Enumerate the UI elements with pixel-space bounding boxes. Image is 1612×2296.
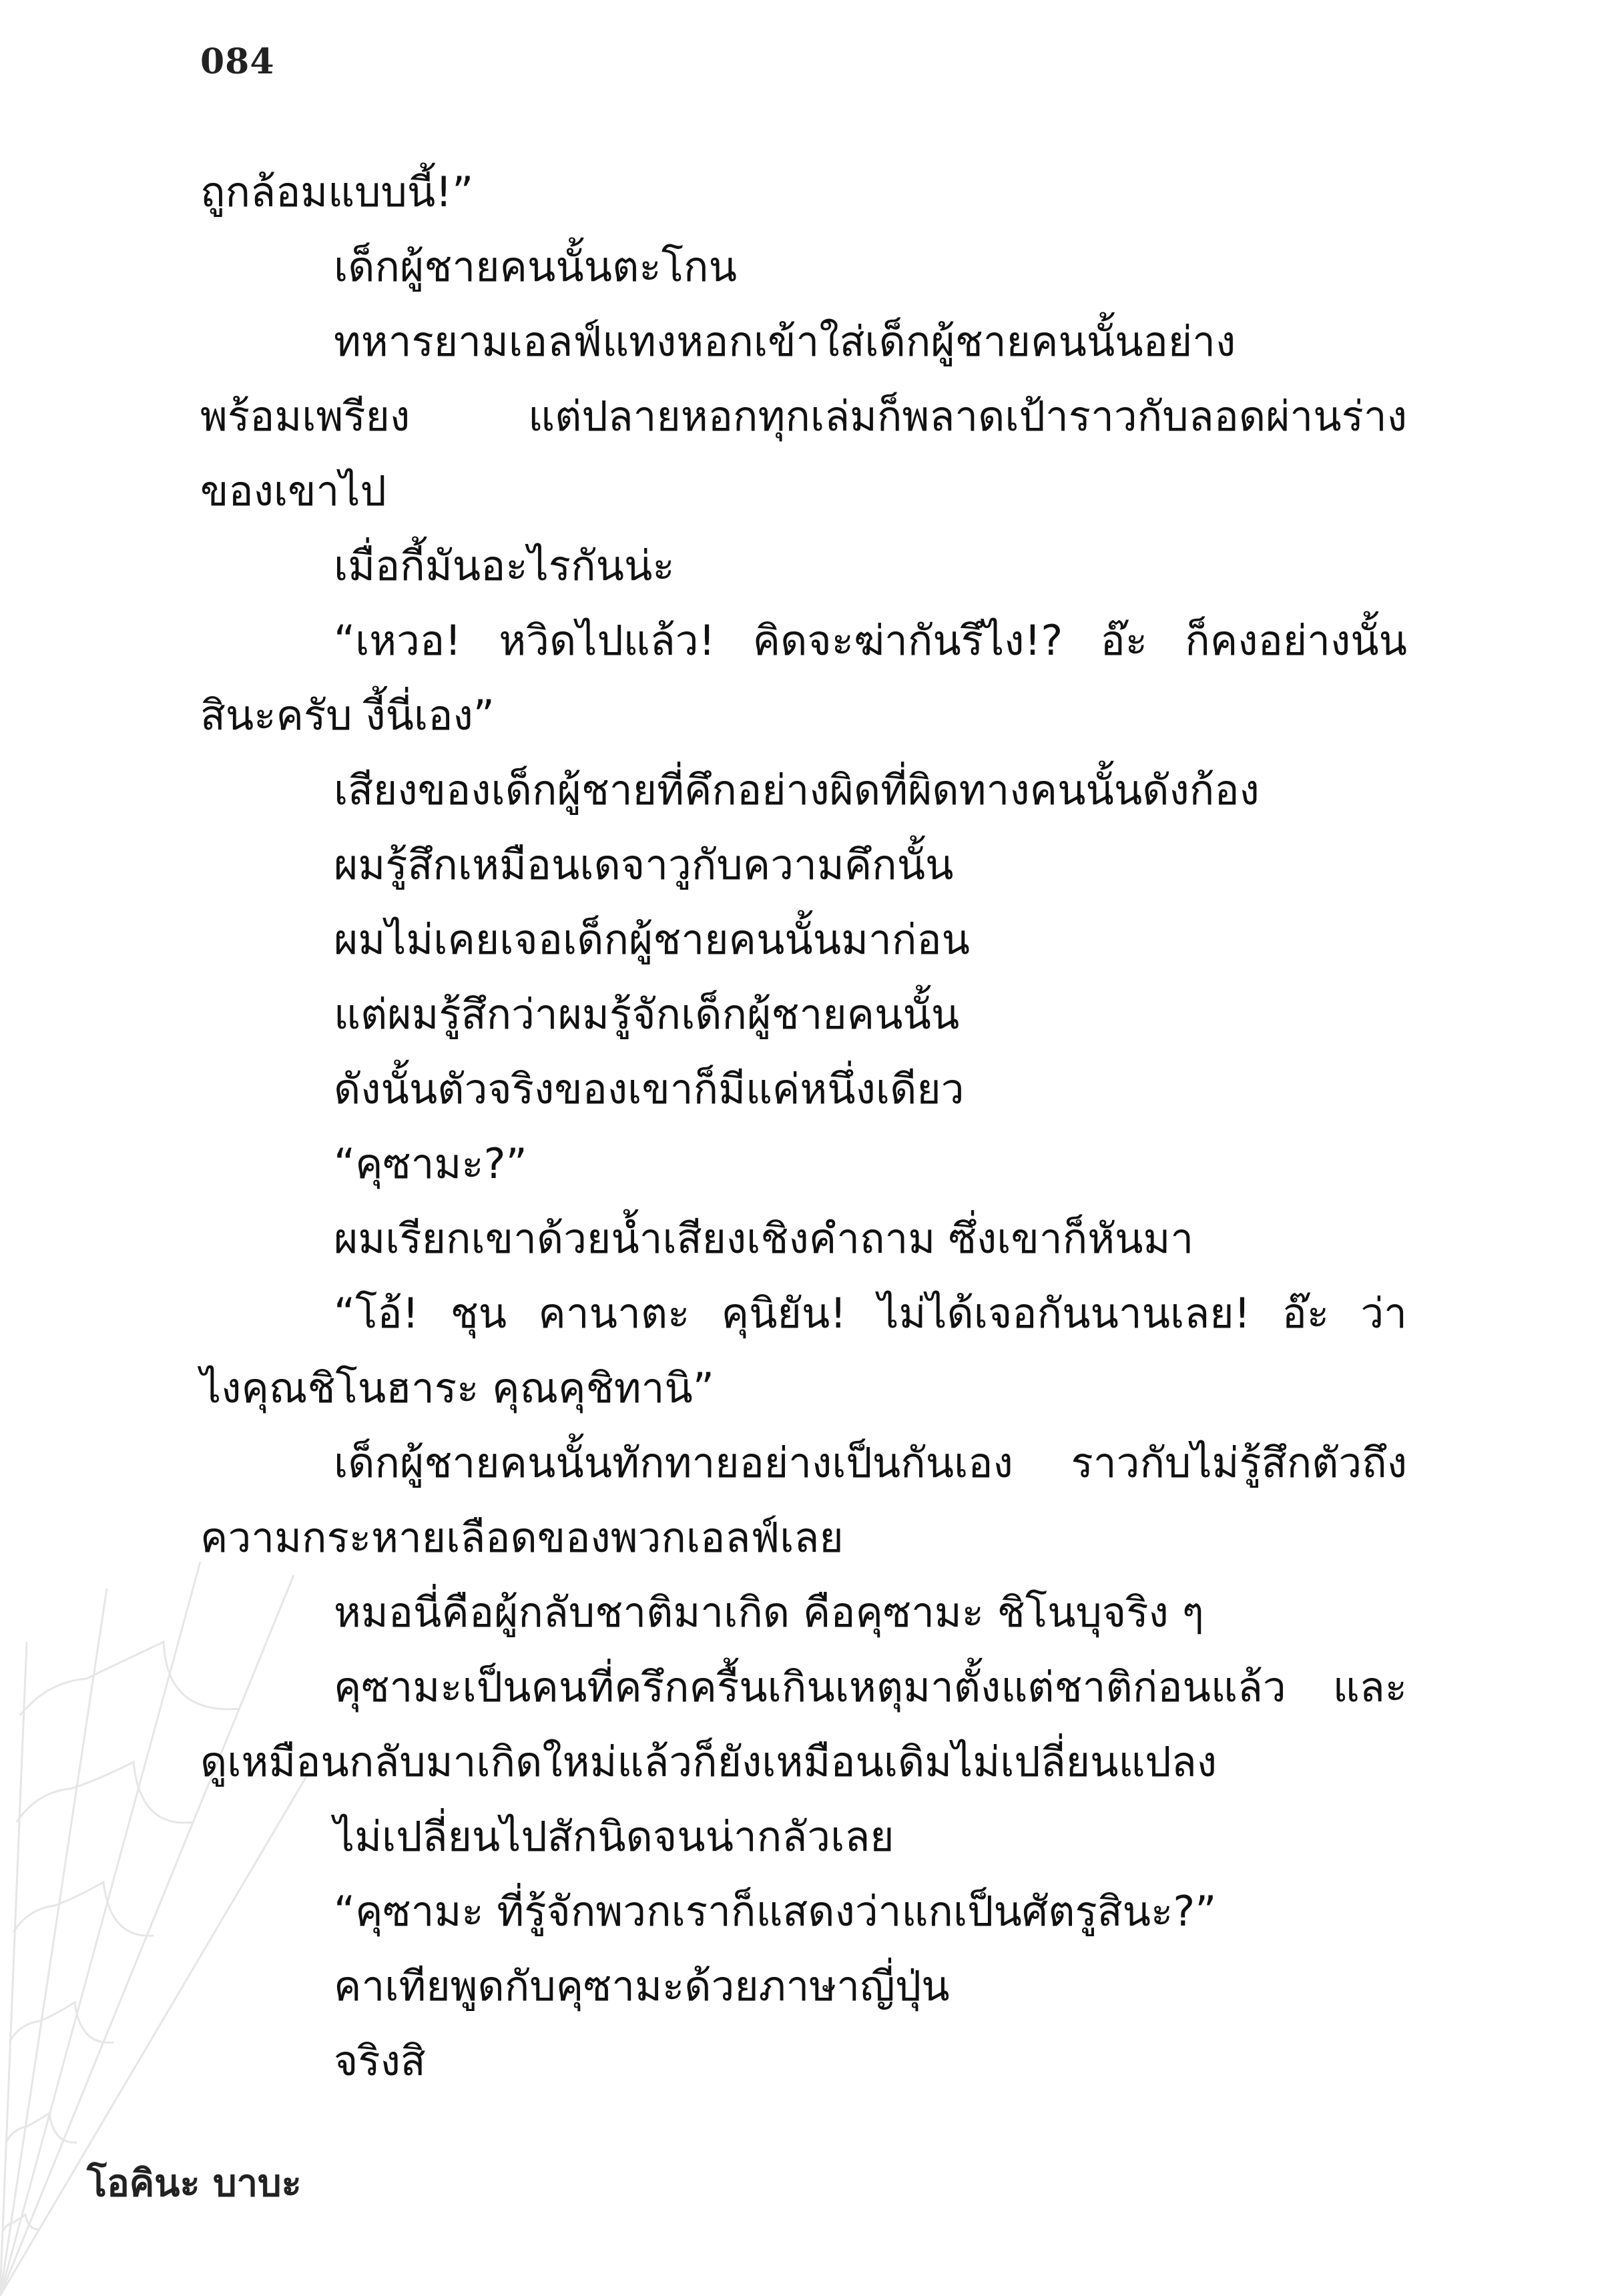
text-line: สินะครับ งี้นี่เอง” — [200, 691, 495, 740]
text-line: ความกระหายเลือดของพวกเอลฟ์เลย — [200, 1513, 844, 1562]
page-number: 084 — [200, 41, 275, 82]
text-line: หมอนี่คือผู้กลับชาติมาเกิด คือคุซามะ ชิโนบุจริง ๆ — [334, 1588, 1204, 1637]
text-line: ผมไม่เคยเจอเด็กผู้ชายคนนั้นมาก่อน — [334, 915, 971, 964]
text-line: “เหวอ! หวิดไปแล้ว! คิดจะฆ่ากันรึไง!? อ๊ะ ก็คงอย่างนั้น — [334, 616, 1407, 665]
text-line: ไม่เปลี่ยนไปสักนิดจนน่ากลัวเลย — [334, 1812, 894, 1861]
text-line: ดูเหมือนกลับมาเกิดใหม่แล้วก็ยังเหมือนเดิมไม่เปลี่ยนแปลง — [200, 1737, 1218, 1786]
body-text — [200, 155, 1407, 2098]
text-line: ถูกล้อมแบบนี้!” — [200, 168, 474, 216]
text-line: แต่ผมรู้สึกว่าผมรู้จักเด็กผู้ชายคนนั้น — [334, 990, 960, 1039]
text-line: ไงคุณชิโนฮาระ คุณคุชิทานิ” — [200, 1364, 714, 1412]
text-line: พร้อมเพรียง แต่ปลายหอกทุกเล่มก็พลาดเป้าราวกับลอดผ่านร่าง — [200, 392, 1407, 441]
text-line: จริงสิ — [334, 2036, 426, 2085]
text-line: คุซามะเป็นคนที่ครึกครื้นเกินเหตุมาตั้งแต่ชาติก่อนแล้ว และ — [334, 1663, 1407, 1711]
text-line: “คุซามะ ที่รู้จักพวกเราก็แสดงว่าแกเป็นศัตรูสินะ?” — [334, 1887, 1217, 1936]
text-line: ดังนั้นตัวจริงของเขาก็มีแค่หนึ่งเดียว — [334, 1065, 965, 1113]
text-line: ของเขาไป — [200, 467, 386, 515]
text-line: เด็กผู้ชายคนนั้นตะโกน — [334, 242, 737, 291]
running-footer-title: โอคินะ บาบะ — [87, 2162, 302, 2205]
text-line: ผมรู้สึกเหมือนเดจาวูกับความคึกนั้น — [334, 840, 954, 889]
text-line: ผมเรียกเขาด้วยน้ำเสียงเชิงคำถาม ซึ่งเขาก็หันมา — [334, 1214, 1194, 1263]
text-line: “คุซามะ?” — [334, 1139, 527, 1188]
text-line: เด็กผู้ชายคนนั้นทักทายอย่างเป็นกันเอง ราวกับไม่รู้สึกตัวถึง — [334, 1438, 1407, 1487]
text-line: เสียงของเด็กผู้ชายที่คึกอย่างผิดที่ผิดทางคนนั้นดังก้อง — [334, 766, 1260, 814]
text-line: ทหารยามเอลฟ์แทงหอกเข้าใส่เด็กผู้ชายคนนั้นอย่าง — [334, 317, 1236, 366]
text-line: “โอ้! ชุน คานาตะ คุนิยัน! ไม่ได้เจอกันนานเลย! อ๊ะ ว่า — [334, 1289, 1407, 1338]
text-line: เมื่อกี้มันอะไรกันน่ะ — [334, 541, 675, 590]
text-line: คาเทียพูดกับคุซามะด้วยภาษาญี่ปุ่น — [334, 1962, 950, 2010]
